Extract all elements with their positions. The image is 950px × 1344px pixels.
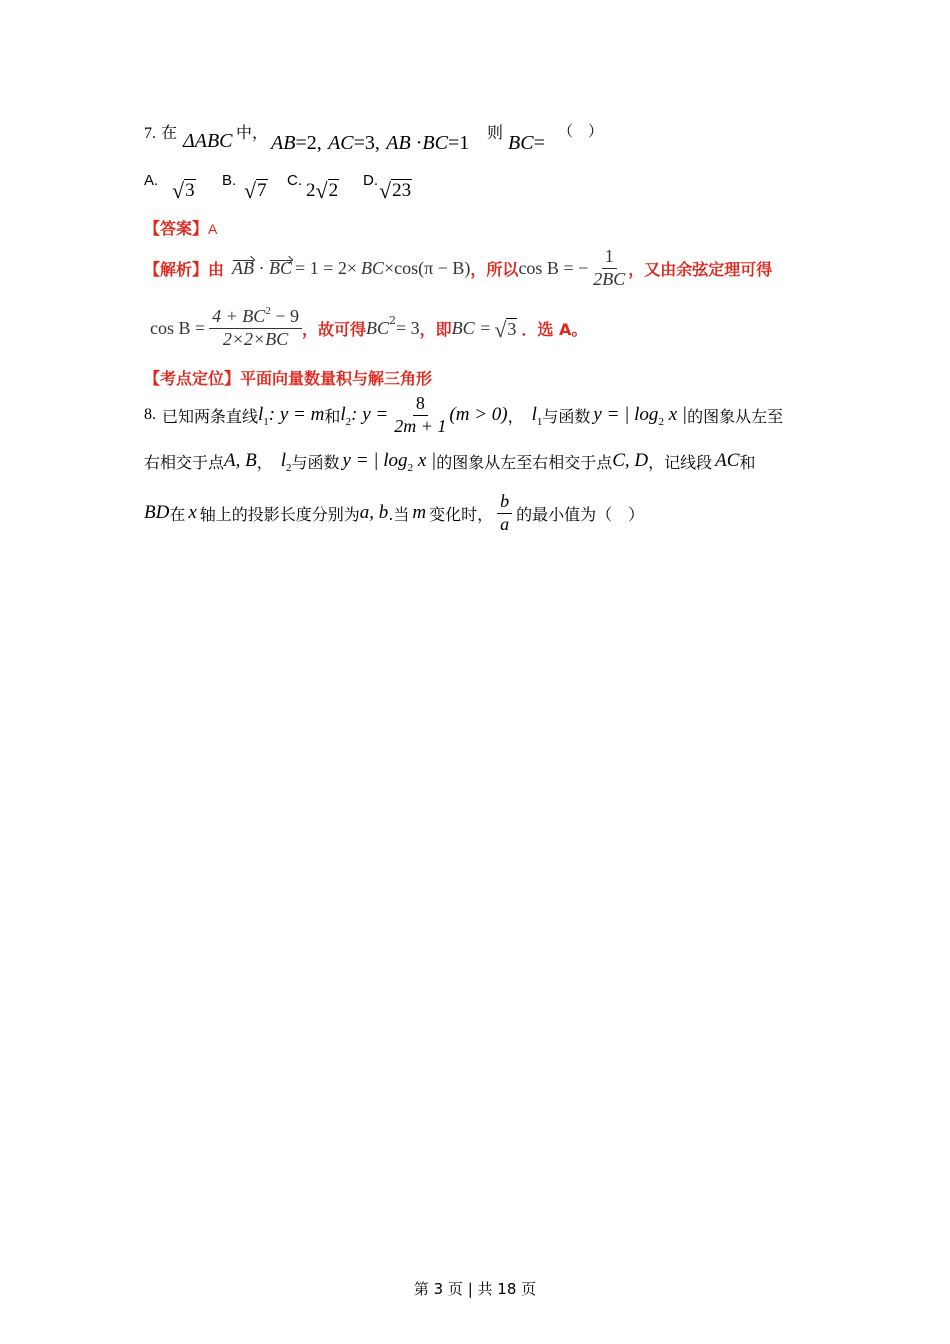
q7-option-d-value: √23 [379, 178, 412, 203]
q7-option-a-value: √3 [172, 178, 195, 203]
q8-pts2: C, D [612, 450, 649, 471]
q8-comma: ， [507, 406, 524, 426]
q7-option-c-radicand: 2 [328, 180, 339, 201]
q7-analysis-3: ，又由余弦定理可得 [628, 259, 773, 279]
dot-operator: · [410, 132, 423, 154]
q8-func: y = | log [593, 404, 659, 425]
q8-t5: ， [256, 452, 273, 472]
q7-line2-b: ，即 [419, 319, 452, 339]
q8-l1-eq: : y = m [268, 404, 325, 425]
q8-l1: l [258, 404, 264, 425]
q7-option-c-coef: 2 [306, 180, 316, 201]
q7-option-b-value: √7 [244, 178, 267, 203]
q8-t2: 与函数 [542, 406, 591, 426]
q7-stem [144, 120, 177, 154]
q8-l2: l [340, 404, 346, 425]
q7-ab-val: =2, [295, 132, 322, 154]
q7-dot-bc: BC [422, 132, 448, 154]
q8-frac [391, 393, 449, 437]
q7-kaodian: 平面向量数量积与解三角形 [240, 369, 433, 388]
q7-line2-a: ，故可得 [301, 319, 366, 339]
q8-line3 [144, 490, 644, 536]
q7-mid: 中， [236, 123, 269, 142]
q7-kaodian-tag: 【考点定位】 [144, 369, 241, 388]
q7-answer: A [208, 221, 218, 237]
q7-option-c-value: 2√2 [306, 178, 339, 203]
q7-analysis-frac1 [590, 246, 628, 290]
q7-line2-bc: BC = [451, 317, 492, 338]
q8-ac: AC [715, 450, 740, 471]
q8-t14: 的最小值为（ ） [516, 504, 645, 524]
q8-func2-sub: 2 [407, 462, 414, 474]
q7-frac2-num-sup: 2 [265, 304, 271, 317]
q8-t3: 的图象从左至 [687, 406, 784, 426]
q7-dot-ab: AB [386, 132, 411, 154]
q8-frac-den: 2m + 1 [394, 415, 447, 436]
q8-l2-eq: : y = [351, 404, 389, 425]
q7-ask [508, 130, 545, 155]
q7-answer-tag: 【答案】 [144, 219, 209, 238]
q7-line2-sup: 2 [389, 313, 396, 327]
q7-option-d-radicand: 23 [392, 180, 412, 201]
q8-line2 [144, 446, 755, 476]
q7-pre: 在 [161, 123, 178, 142]
q8-t8: ，记线段 [648, 452, 713, 472]
q8-func-tail: x | [663, 404, 688, 425]
q7-analysis-line1 [144, 246, 772, 290]
q7-then: 则 [487, 123, 504, 142]
q7-analysis-bc: BC [361, 257, 385, 278]
q7-analysis-cosb: cos B = − [518, 257, 589, 278]
q7-frac1-num: 1 [602, 246, 617, 269]
q7-ac: AC [328, 132, 354, 154]
q7-analysis-2: ，所以 [470, 259, 519, 279]
q7-given [271, 130, 469, 155]
q7-frac2-den: 2×2×BC [222, 328, 289, 349]
q8-line1 [144, 392, 783, 438]
q7-option-b-radicand: 7 [257, 180, 267, 201]
q8-l2b: l [280, 450, 287, 471]
q7-analysis-vec-bc: BC [269, 257, 293, 278]
q8-t4: 右相交于点 [144, 452, 225, 472]
q8-func2: y = | log [342, 450, 408, 471]
q7-ask-eq: = [533, 132, 545, 154]
q8-t9: 和 [739, 452, 756, 472]
q7-option-a-radicand: 3 [185, 180, 195, 201]
q7-frac2-num-tail: − 9 [270, 305, 299, 326]
q8-l1-sub: 1 [263, 416, 269, 428]
q7-analysis-1: 由 [208, 259, 225, 279]
q7-dot-val: =1 [447, 132, 470, 154]
q8-t10: 在 [169, 504, 186, 524]
q7-analysis-vec-ab: AB [232, 257, 255, 278]
q8-x: x [188, 502, 197, 523]
q7-line2-eq3: = 3 [396, 317, 420, 338]
q8-t11: 轴上的投影长度分别为 [199, 504, 360, 524]
q8-cond: (m > 0) [449, 404, 508, 425]
q8-func-sub: 2 [658, 416, 664, 428]
q8-and: 和 [324, 406, 341, 426]
q8-t6: 与函数 [291, 452, 340, 472]
q8-l1b: l [531, 404, 537, 425]
q8-t7: 的图象从左至右相交于点 [436, 452, 613, 472]
q7-analysis-cos: ×cos(π − B) [384, 257, 471, 278]
q7-triangle: ΔABC [183, 130, 233, 152]
q7-ask-bc: BC [508, 132, 534, 154]
q7-option-c-label: C. [287, 172, 302, 189]
analysis-dot-product: AB · BC [232, 257, 293, 278]
q7-line2-sqrt: 3 [507, 319, 517, 339]
q8-t13: 变化时， [429, 504, 494, 524]
q8-l2-sub: 2 [345, 416, 352, 428]
q7-ab: AB [271, 132, 296, 154]
q8-pts1: A, B [224, 450, 257, 471]
q8-bd: BD [144, 502, 170, 523]
q8-l2b-sub: 2 [286, 462, 292, 474]
q7-line2-bc2: BC [365, 317, 389, 338]
q7-analysis-eq1: = 1 = 2× [295, 257, 358, 278]
q7-analysis-line2: cos B = $\frac{4 + BC^2 - 9}{2\times 2\times BC}$ ，故可得 BC 2 = 3 ，即 BC = √3 ．选 A。 [150, 304, 588, 349]
q7-ac-val: =3, [353, 132, 380, 154]
q8-ratio [497, 491, 512, 535]
q8-t12: .当 [388, 504, 410, 524]
q8-func2-tail: x | [413, 450, 437, 471]
q7-analysis-tag: 【解析】 [144, 259, 209, 279]
q7-option-a-label: A. [144, 172, 159, 189]
q7-kaodian-line [144, 366, 432, 389]
q7-line2-cosb: cos B = [150, 317, 206, 338]
q8-t1: 已知两条直线 [162, 406, 259, 426]
q7-option-d-label: D. [363, 172, 378, 189]
page-footer: 第 3 页 | 共 18 页 [413, 1280, 537, 1298]
q7-analysis-frac2 [209, 306, 302, 350]
q7-line2-c: ．选 A。 [521, 319, 588, 339]
q8-l1b-sub: 1 [536, 416, 543, 428]
q7-frac2-num: 4 + BC [212, 305, 266, 326]
q7-number: 7. [144, 125, 156, 142]
q8-ratio-num: b [497, 491, 512, 514]
q7-paren: （ ） [558, 122, 604, 140]
q8-frac-num: 8 [413, 393, 428, 416]
q7-answer-line [144, 216, 217, 239]
q7-frac1-den: 2BC [593, 268, 626, 289]
q8-ratio-den: a [500, 513, 510, 534]
q8-m: m [412, 502, 427, 523]
q8-ab: a, b [359, 502, 389, 523]
q7-option-b-label: B. [222, 172, 237, 189]
q8-number: 8. [144, 406, 156, 423]
